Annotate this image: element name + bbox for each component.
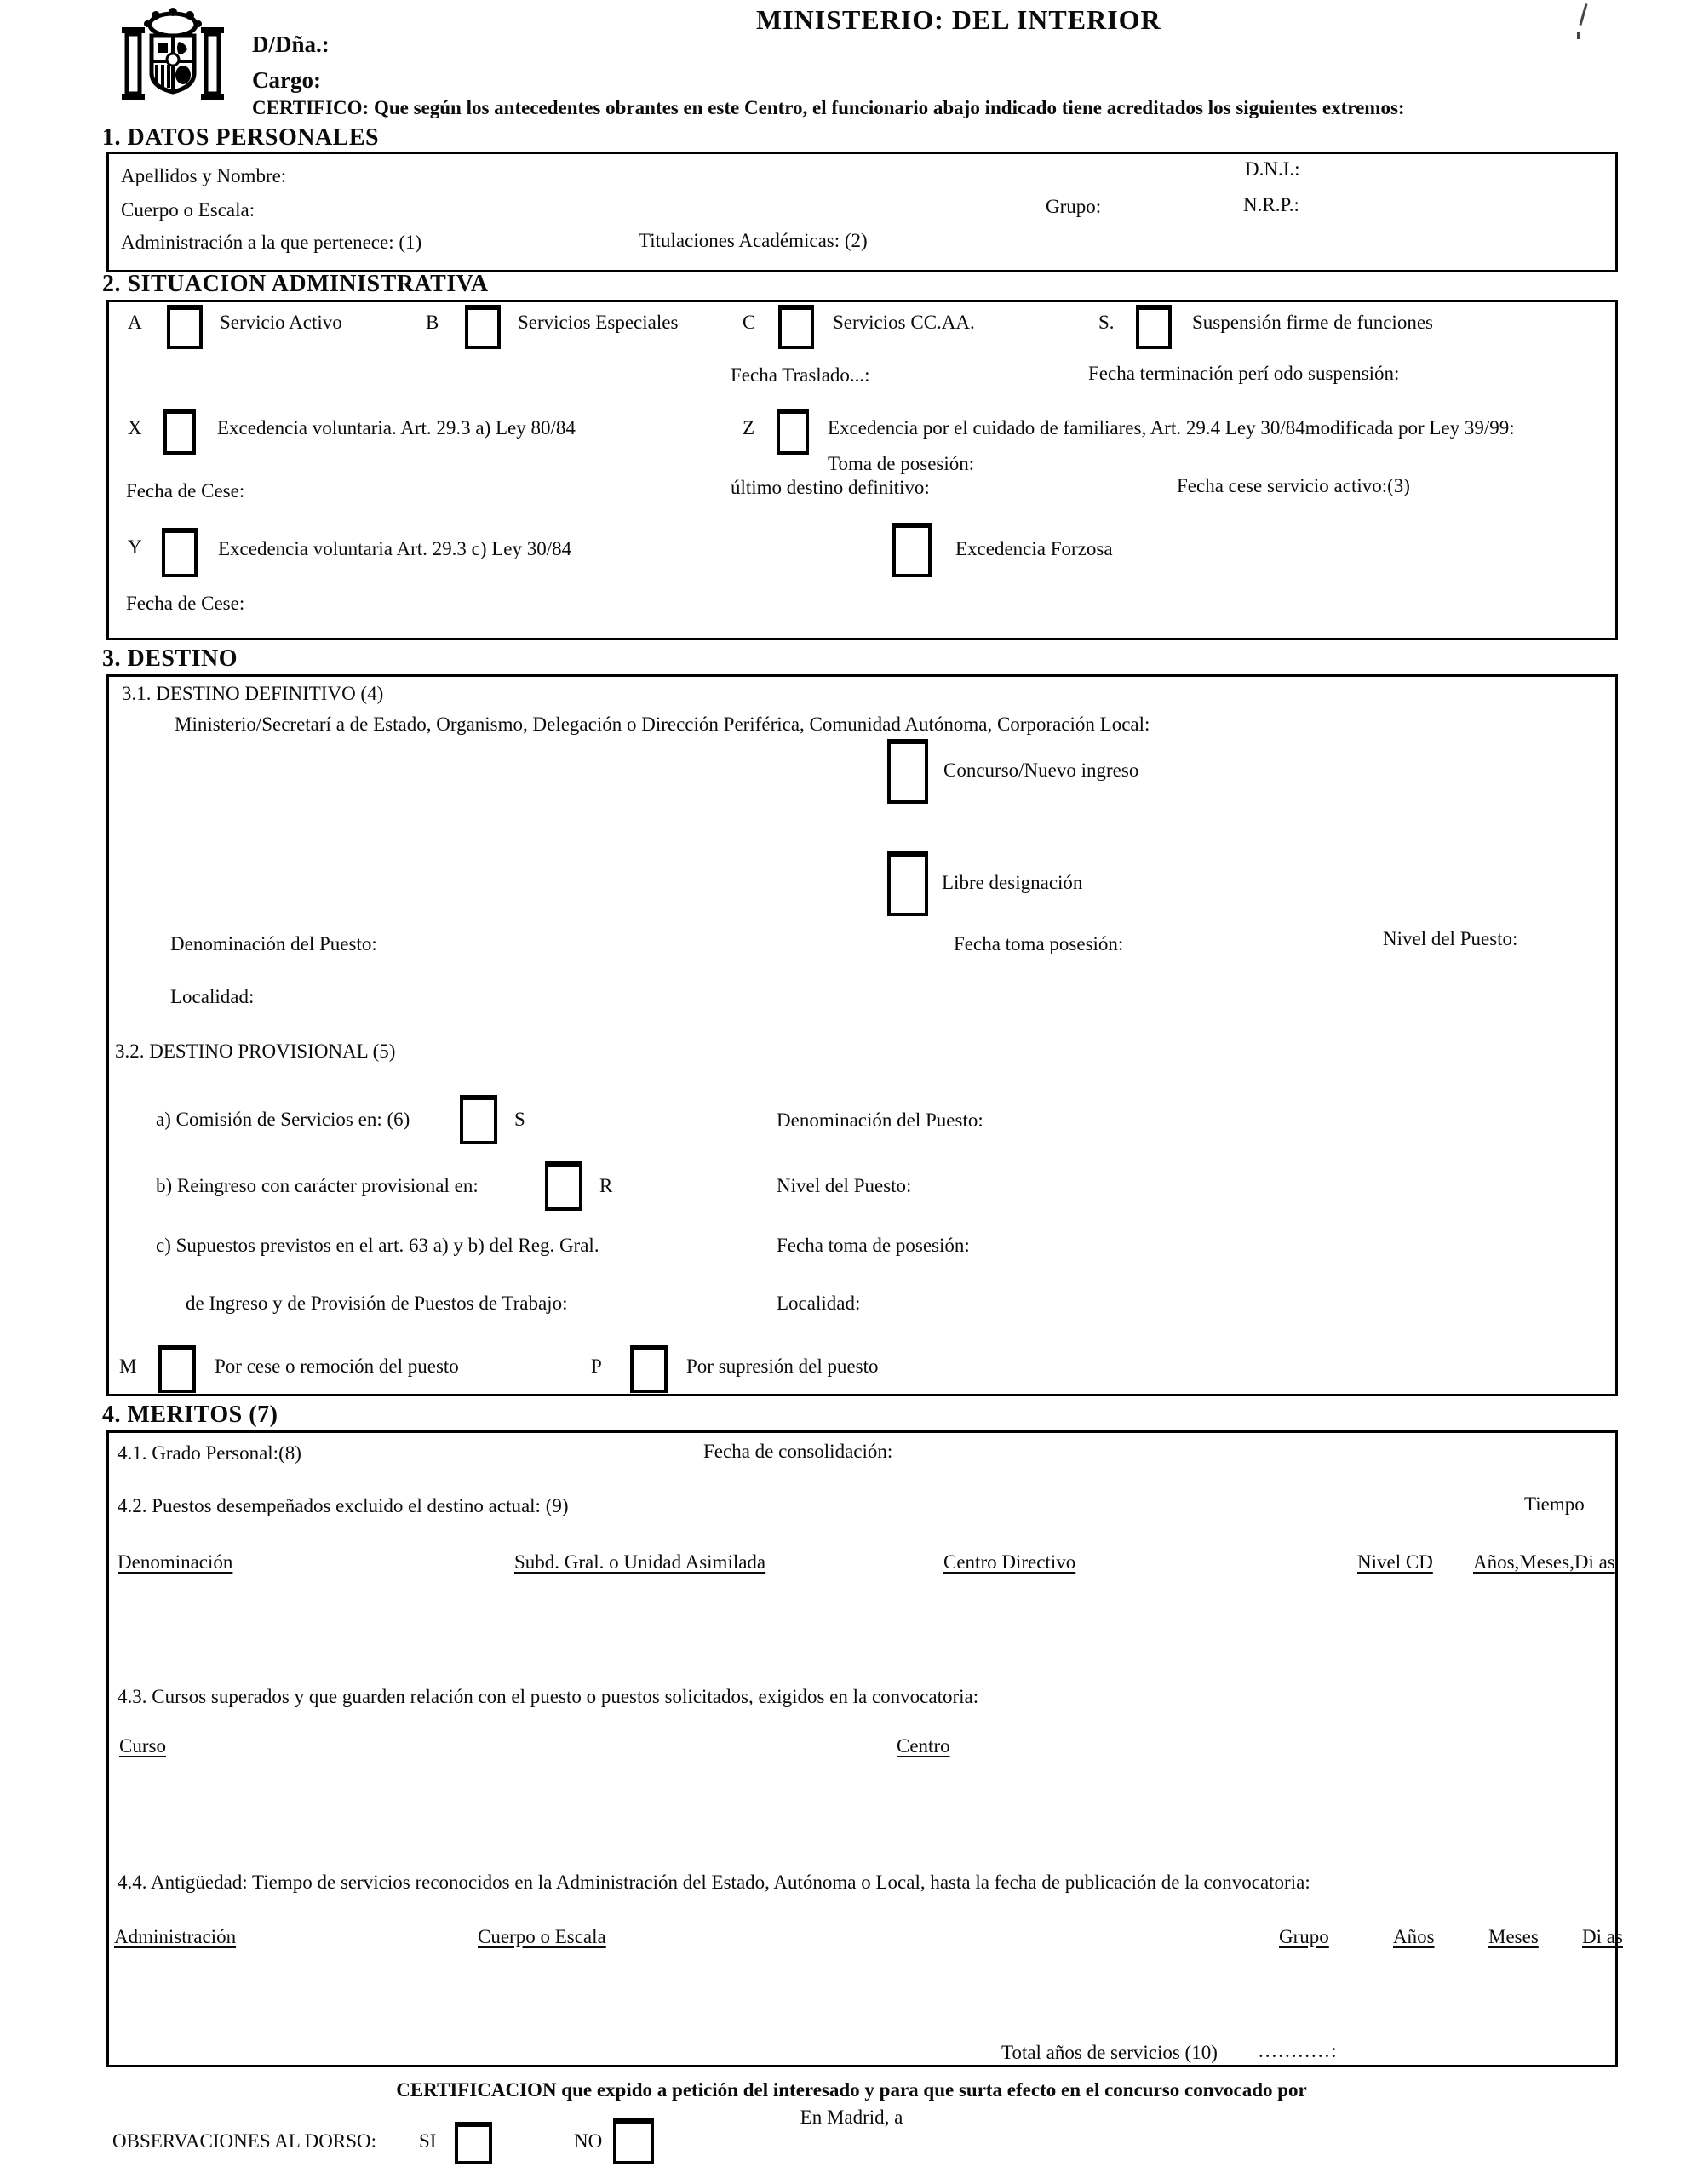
code-b: B [426, 312, 439, 333]
localidad-provisional-label: Localidad: [777, 1293, 861, 1314]
code-a: A [128, 312, 142, 333]
section3-title: 3. DESTINO [102, 645, 238, 672]
checkbox-concurso-nuevo-ingreso[interactable] [887, 741, 928, 804]
nivel-puesto-label: Nivel del Puesto: [1383, 928, 1518, 949]
ministry-title: MINISTERIO: DEL INTERIOR [756, 4, 1161, 35]
col-centro-directivo: Centro Directivo [943, 1551, 1076, 1573]
excedencia-forzosa-label: Excedencia Forzosa [955, 538, 1113, 559]
destino-definitivo-subtitle: Ministerio/Secretarí a de Estado, Organismo, Delegación o Dirección Periférica, Comunidad Autónoma, Corporación Local: [175, 714, 1150, 735]
comision-servicios-label: a) Comisión de Servicios en: (6) [156, 1109, 410, 1130]
checkbox-reingreso-provisional[interactable] [545, 1163, 582, 1211]
checkbox-servicio-activo[interactable] [167, 307, 203, 349]
destino-definitivo-title: 3.1. DESTINO DEFINITIVO (4) [122, 683, 384, 704]
antiguedad-label: 4.4. Antigüedad: Tiempo de servicios reconocidos en la Administración del Estado, Autónoma o Local, hasta la fecha de publicación de la convocatoria: [118, 1872, 1310, 1893]
code-z: Z [743, 417, 755, 439]
denominacion-puesto-provisional-label: Denominación del Puesto: [777, 1109, 983, 1131]
no-label: NO [574, 2130, 603, 2152]
fecha-cese-label-2: Fecha de Cese: [126, 593, 245, 614]
section1-title: 1. DATOS PERSONALES [102, 124, 380, 151]
certifico-statement: CERTIFICO: Que según los antecedentes obrantes en este Centro, el funcionario abajo indicado tiene acreditados los siguientes extremos: [252, 97, 1405, 118]
col-anos-meses-dias: Años,Meses,Di as [1473, 1551, 1615, 1573]
scan-artifact-mark [1579, 3, 1587, 26]
spain-coat-of-arms-icon [118, 3, 228, 116]
section4-title: 4. MERITOS (7) [102, 1402, 278, 1428]
excedencia-voluntaria-293c-label: Excedencia voluntaria Art. 29.3 c) Ley 30/84 [218, 538, 572, 559]
col-curso: Curso [119, 1735, 166, 1757]
col-centro: Centro [897, 1735, 950, 1757]
concurso-nuevo-ingreso-label: Concurso/Nuevo ingreso [943, 760, 1139, 781]
fecha-cese-servicio-activo-label: Fecha cese servicio activo:(3) [1177, 475, 1410, 496]
section3-box [106, 674, 1618, 1396]
observaciones-dorso-label: OBSERVACIONES AL DORSO: [112, 2130, 376, 2152]
fecha-consolidacion-label: Fecha de consolidación: [703, 1441, 893, 1462]
checkbox-servicios-especiales[interactable] [465, 307, 501, 349]
apellidos-nombre-label: Apellidos y Nombre: [121, 165, 287, 186]
dni-label: D.N.I.: [1245, 158, 1300, 180]
col-cuerpo-escala: Cuerpo o Escala [478, 1926, 606, 1947]
cargo-label: Cargo: [252, 67, 321, 93]
code-s: S. [1098, 312, 1115, 333]
section4-box [106, 1430, 1618, 2067]
total-anos-servicios-label: Total años de servicios (10) [1001, 2042, 1218, 2063]
servicios-ccaa-label: Servicios CC.AA. [833, 312, 975, 333]
col-denominacion: Denominación [118, 1551, 233, 1573]
destino-provisional-title: 3.2. DESTINO PROVISIONAL (5) [115, 1040, 396, 1062]
fecha-traslado-label: Fecha Traslado...: [731, 364, 870, 386]
col-subd-gral: Subd. Gral. o Unidad Asimilada [514, 1551, 766, 1573]
toma-posesion-label: Toma de posesión: [828, 453, 975, 474]
si-label: SI [419, 2130, 437, 2152]
fecha-toma-posesion-label: Fecha toma posesión: [954, 933, 1124, 954]
checkbox-servicios-ccaa[interactable] [778, 307, 814, 349]
fecha-terminacion-suspension-label: Fecha terminación perí odo suspensión: [1088, 363, 1400, 384]
col-anos: Años [1393, 1926, 1435, 1947]
col-nivel-cd: Nivel CD [1357, 1551, 1433, 1573]
checkbox-cese-remocion[interactable] [158, 1347, 196, 1393]
checkbox-supresion-puesto[interactable] [630, 1347, 668, 1393]
code-m: M [119, 1356, 137, 1377]
denominacion-puesto-label: Denominación del Puesto: [170, 933, 377, 954]
code-p: P [591, 1356, 602, 1377]
libre-designacion-label: Libre designación [942, 872, 1083, 893]
nivel-puesto-provisional-label: Nivel del Puesto: [777, 1175, 912, 1196]
cursos-superados-label: 4.3. Cursos superados y que guarden relación con el puesto o puestos solicitados, exigidos en la convocatoria: [118, 1686, 979, 1707]
administracion-pertenece-label: Administración a la que pertenece: (1) [121, 232, 422, 253]
code-y: Y [128, 536, 142, 558]
supuestos-previstos-label: c) Supuestos previstos en el art. 63 a) y b) del Reg. Gral. [156, 1235, 599, 1256]
checkbox-excedencia-forzosa[interactable] [892, 525, 932, 577]
suspension-firme-label: Suspensión firme de funciones [1192, 312, 1433, 333]
code-x: X [128, 417, 142, 439]
ultimo-destino-definitivo-label: último destino definitivo: [731, 477, 930, 498]
excedencia-voluntaria-293a-label: Excedencia voluntaria. Art. 29.3 a) Ley 80/84 [217, 417, 576, 439]
checkbox-observaciones-no[interactable] [613, 2120, 654, 2164]
puestos-desempenados-label: 4.2. Puestos desempeñados excluido el destino actual: (9) [118, 1495, 569, 1516]
cese-remocion-label: Por cese o remoción del puesto [215, 1356, 459, 1377]
reingreso-provisional-label: b) Reingreso con carácter provisional en: [156, 1175, 479, 1196]
checkbox-excedencia-voluntaria-293a[interactable] [163, 410, 196, 455]
nrp-label: N.R.P.: [1243, 194, 1299, 215]
scan-artifact-dot [1577, 32, 1580, 39]
fecha-cese-label-1: Fecha de Cese: [126, 480, 245, 502]
checkbox-suspension-firme[interactable] [1136, 307, 1172, 349]
servicio-activo-label: Servicio Activo [220, 312, 342, 333]
titulaciones-academicas-label: Titulaciones Académicas: (2) [639, 230, 868, 251]
grupo-label: Grupo: [1046, 196, 1102, 217]
localidad-label: Localidad: [170, 986, 255, 1007]
certificacion-statement: CERTIFICACION que expido a petición del interesado y para que surta efecto en el concurso convocado por [396, 2079, 1307, 2101]
checkbox-observaciones-si[interactable] [455, 2124, 492, 2164]
reingreso-provisional-code: R [599, 1175, 613, 1196]
section2-title: 2. SITUACION ADMINISTRATIVA [102, 271, 489, 297]
col-administracion: Administración [114, 1926, 237, 1947]
checkbox-comision-servicios[interactable] [460, 1097, 497, 1144]
col-meses: Meses [1488, 1926, 1539, 1947]
code-c: C [743, 312, 756, 333]
checkbox-excedencia-voluntaria-293c[interactable] [162, 530, 198, 577]
comision-servicios-code: S [514, 1109, 525, 1130]
checkbox-excedencia-cuidado-familiares[interactable] [777, 410, 809, 455]
col-dias: Di as [1582, 1926, 1623, 1947]
cuerpo-escala-label: Cuerpo o Escala: [121, 199, 255, 221]
ingreso-provision-puestos-label: de Ingreso y de Provisión de Puestos de Trabajo: [186, 1293, 568, 1314]
section1-box [106, 152, 1618, 272]
fecha-toma-posesion-provisional-label: Fecha toma de posesión: [777, 1235, 970, 1256]
excedencia-cuidado-familiares-label: Excedencia por el cuidado de familiares, Art. 29.4 Ley 30/84modificada por Ley 39/99: [828, 417, 1515, 439]
checkbox-libre-designacion[interactable] [887, 853, 928, 916]
supresion-puesto-label: Por supresión del puesto [686, 1356, 879, 1377]
servicios-especiales-label: Servicios Especiales [518, 312, 679, 333]
total-anos-servicios-dots: ...........: [1259, 2040, 1339, 2061]
col-grupo: Grupo [1279, 1926, 1329, 1947]
en-madrid-line: En Madrid, a [800, 2107, 903, 2128]
d-dna-label: D/Dña.: [252, 32, 330, 57]
tiempo-label: Tiempo [1524, 1493, 1585, 1515]
grado-personal-label: 4.1. Grado Personal:(8) [118, 1442, 301, 1464]
